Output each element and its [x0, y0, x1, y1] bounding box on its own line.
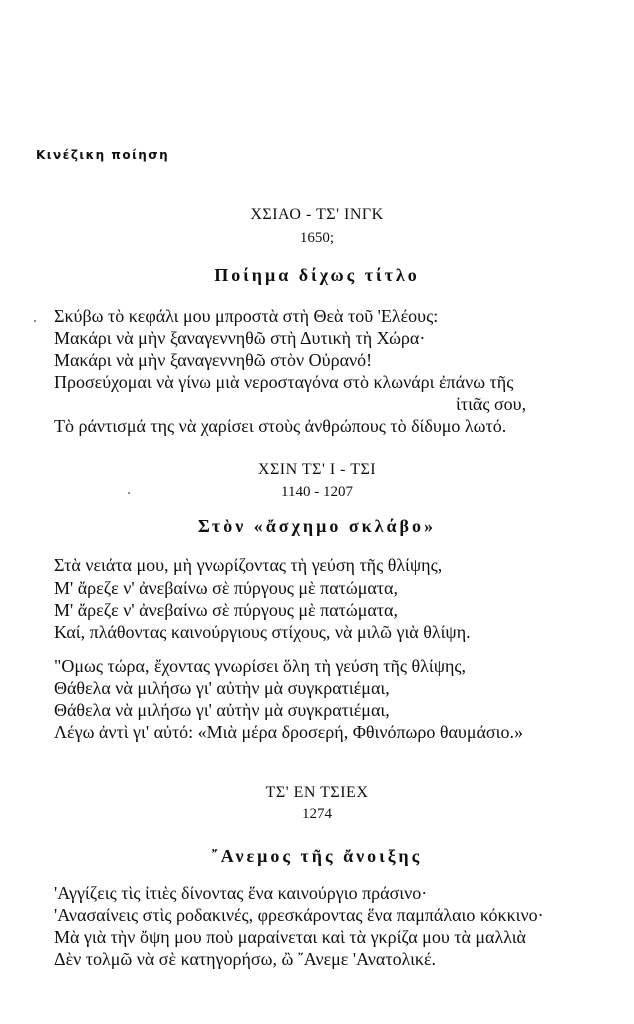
poem-1-line-1: Σκύβω τὸ κεφάλι μου μπροστὰ στὴ Θεὰ τοῦ 'Ελέους: [54, 306, 439, 326]
poem-3-line-4: Δὲν τολμῶ νὰ σὲ κατηγορήσω, ὢ ῎Ανεμε 'Ανατολικέ. [54, 949, 437, 969]
poem-1-line-5: Τὸ ράντισμά της νὰ χαρίσει στοὺς ἀνθρώπους τὸ δίδυμο λωτό. [54, 416, 507, 436]
poem-2-line-6: Θάθελα νὰ μιλήσω γι' αὐτὴν μὰ συγκρατιέμαι, [54, 678, 390, 698]
poem-2-line-5: "Ομως τώρα, ἔχοντας γνωρίσει ὅλη τὴ γεύση τῆς θλίψης, [54, 656, 467, 676]
scan-speck [34, 320, 36, 322]
poem-1-line-4: Προσεύχομαι νὰ γίνω μιὰ νεροσταγόνα στὸ κλωνάρι ἐπάνω τῆς [54, 372, 514, 392]
poem-2-line-4: Καί, πλάθοντας καινούργιους στίχους, νὰ μιλῶ γιὰ θλίψη. [54, 622, 471, 642]
poem-title-2: Στὸν «ἄσχημο σκλάβο» [198, 516, 436, 536]
poet-name-1: ΧΣΙΑΟ - ΤΣ' ΙΝΓΚ [250, 206, 384, 223]
poet-dates-2: 1140 - 1207 [281, 484, 353, 500]
poem-2-line-7: Θάθελα νὰ μιλήσω γι' αὐτὴν μὰ συγκρατιέμαι, [54, 700, 390, 720]
running-head: Κινέζικη ποίηση [36, 148, 170, 162]
poem-1-line-2: Μακάρι νὰ μὴν ξαναγεννηθῶ στὴ Δυτικὴ τὴ Χώρα· [54, 328, 426, 348]
poem-1-line-3: Μακάρι νὰ μὴν ξαναγεννηθῶ στὸν Οὐρανό! [54, 350, 373, 370]
poem-title-3: ῎Ανεμος τῆς ἄνοιξης [211, 846, 423, 866]
scan-speck [128, 492, 130, 494]
poem-3-line-3: Μὰ γιὰ τὴν ὄψη μου ποὺ μαραίνεται καὶ τὰ γκρίζα μου τὰ μαλλιὰ [54, 927, 526, 947]
poem-2-line-8: Λέγω ἀντὶ γι' αὐτό: «Μιὰ μέρα δροσερή, Φθινόπωρο θαυμάσιο.» [54, 722, 523, 742]
poem-3-line-1: 'Αγγίζεις τὶς ἰτιὲς δίνοντας ἕνα καινούργιο πράσινο· [54, 883, 428, 903]
poem-1-line-4-continuation: ἰτιᾶς σου, [456, 394, 527, 414]
poet-name-2: ΧΣΙΝ ΤΣ' Ι - ΤΣΙ [257, 461, 377, 478]
poem-2-line-1: Στὰ νειάτα μου, μὴ γνωρίζοντας τὴ γεύση τῆς θλίψης, [54, 555, 443, 575]
poem-2-line-3: Μ' ἄρεζε ν' ἀνεβαίνω σὲ πύργους μὲ πατώματα, [54, 600, 398, 620]
poet-dates-3: 1274 [302, 806, 332, 822]
poet-dates-1: 1650; [299, 230, 335, 246]
poet-name-3: ΤΣ' ΕΝ ΤΣΙΕΧ [265, 784, 369, 801]
poem-3-line-2: 'Ανασαίνεις στὶς ροδακινές, φρεσκάροντας ἕνα παμπάλαιο κόκκινο· [54, 905, 544, 925]
poem-2-line-2: Μ' ἄρεζε ν' ἀνεβαίνω σὲ πύργους μὲ πατώματα, [54, 578, 398, 598]
poem-title-1: Ποίημα δίχως τίτλο [214, 265, 420, 285]
